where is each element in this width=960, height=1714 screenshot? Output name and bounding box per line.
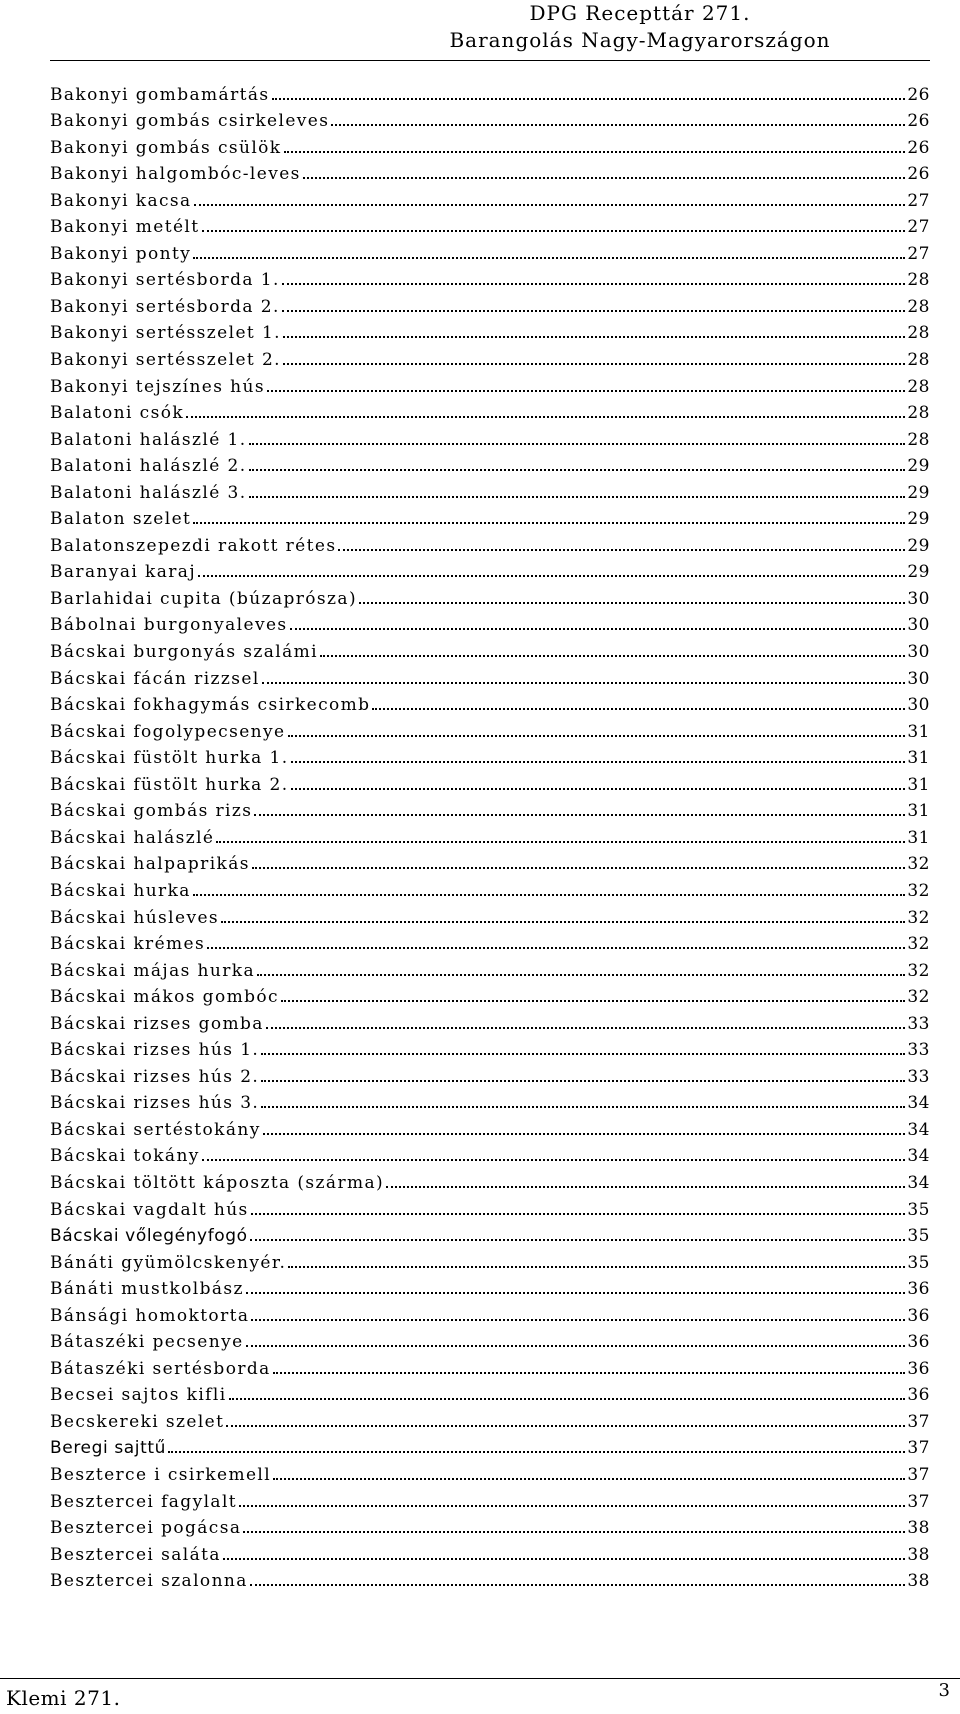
dot-leader: [386, 1185, 905, 1188]
toc-entry[interactable]: [50, 105, 930, 132]
toc-entry-title: Baranyai karaj: [50, 562, 196, 583]
toc-entry-page: 29: [907, 535, 930, 556]
dot-leader: [186, 415, 905, 418]
dot-leader: [246, 1344, 906, 1347]
toc-entry-page: 28: [907, 270, 930, 291]
dot-leader: [249, 468, 906, 471]
toc-entry-title: Bácskai töltött káposzta (szárma): [50, 1172, 385, 1193]
toc-entry-page: 34: [907, 1093, 930, 1114]
dot-leader: [284, 150, 906, 153]
toc-entry[interactable]: [50, 582, 930, 609]
header-title: DPG Recepttár 271.: [529, 1, 751, 25]
toc-entry[interactable]: [50, 1034, 930, 1061]
toc-entry[interactable]: [50, 901, 930, 928]
toc-entry-title: Bácskai burgonyás szalámi: [50, 642, 318, 663]
dot-leader: [249, 495, 906, 498]
toc-entry-title: Bácskai májas hurka: [50, 960, 256, 981]
toc-entry[interactable]: [50, 423, 930, 450]
toc-entry-page: 31: [907, 774, 930, 795]
toc-entry[interactable]: [50, 1432, 930, 1459]
toc-entry[interactable]: [50, 1512, 930, 1539]
toc-entry[interactable]: [50, 1485, 930, 1512]
toc-entry-title: Bácskai halászlé: [50, 827, 215, 848]
dot-leader: [246, 1291, 905, 1294]
toc-entry-page: 28: [907, 323, 930, 344]
dot-leader: [283, 335, 905, 338]
toc-entry-page: 32: [907, 934, 930, 955]
toc-entry[interactable]: [50, 1193, 930, 1220]
toc-entry-title: Bácskai tokány: [50, 1146, 200, 1167]
toc-entry[interactable]: [50, 1246, 930, 1273]
toc-entry-page: 27: [907, 217, 930, 238]
toc-entry[interactable]: [50, 689, 930, 716]
toc-entry-page: 36: [907, 1305, 930, 1326]
toc-entry[interactable]: [50, 211, 930, 238]
toc-entry-title: Bácskai fácán rizzsel: [50, 668, 260, 689]
toc-entry-title: Bácskai hurka: [50, 880, 191, 901]
toc-entry[interactable]: [50, 1299, 930, 1326]
toc-entry-page: 29: [907, 562, 930, 583]
dot-leader: [261, 1079, 905, 1082]
toc-entry[interactable]: [50, 1087, 930, 1114]
toc-entry-page: 29: [907, 456, 930, 477]
toc-entry-page: 31: [907, 827, 930, 848]
dot-leader: [282, 309, 906, 312]
toc-entry[interactable]: [50, 928, 930, 955]
dot-leader: [320, 654, 905, 657]
toc-entry-page: 28: [907, 403, 930, 424]
toc-entry-page: 33: [907, 1040, 930, 1061]
toc-entry-title: Bakonyi tejszínes hús: [50, 376, 265, 397]
toc-entry[interactable]: [50, 1220, 930, 1247]
toc-entry-title: Balaton szelet: [50, 509, 192, 530]
toc-entry-page: 28: [907, 296, 930, 317]
toc-entry-title: Bácskai vagdalt hús: [50, 1199, 249, 1220]
toc-entry[interactable]: [50, 1326, 930, 1353]
dot-leader: [251, 1318, 905, 1321]
toc-entry-page: 34: [907, 1172, 930, 1193]
dot-leader: [372, 707, 905, 710]
toc-entry[interactable]: [50, 1007, 930, 1034]
toc-entry[interactable]: [50, 184, 930, 211]
toc-entry-title: Bakonyi sertésborda 1.: [50, 270, 280, 291]
dot-leader: [290, 627, 906, 630]
toc-entry[interactable]: [50, 1458, 930, 1485]
toc-entry[interactable]: [50, 768, 930, 795]
toc-entry-page: 37: [907, 1438, 930, 1459]
toc-entry-title: Bánsági homoktorta: [50, 1305, 250, 1326]
dot-leader: [251, 1212, 906, 1215]
dot-leader: [273, 1477, 905, 1480]
toc-entry-page: 30: [907, 695, 930, 716]
toc-entry-title: Bácskai halpaprikás: [50, 854, 250, 875]
toc-entry-page: 30: [907, 668, 930, 689]
toc-entry-page: 38: [907, 1571, 930, 1592]
toc-entry-title: Bácskai fogolypecsenye: [50, 721, 286, 742]
toc-entry-title: Bakonyi sertésszelet 2.: [50, 350, 281, 371]
toc-entry[interactable]: [50, 476, 930, 503]
dot-leader: [226, 1424, 905, 1427]
toc-entry-page: 36: [907, 1279, 930, 1300]
toc-entry[interactable]: [50, 237, 930, 264]
dot-leader: [207, 946, 905, 949]
toc-entry-title: Bakonyi gombamártás: [50, 84, 270, 105]
toc-entry-title: Bácskai rizses hús 2.: [50, 1066, 260, 1087]
toc-entry-title: Balatonszepezdi rakott rétes: [50, 535, 337, 556]
toc-entry-page: 31: [907, 721, 930, 742]
toc-entry[interactable]: [50, 848, 930, 875]
toc-entry-page: 32: [907, 907, 930, 928]
toc-entry-title: Bácskai füstölt hurka 1.: [50, 748, 289, 769]
dot-leader: [338, 548, 905, 551]
dot-leader: [223, 1557, 905, 1560]
dot-leader: [267, 389, 905, 392]
toc-entry-title: Besztercei pogácsa: [50, 1518, 242, 1539]
toc-entry-title: Bábolnai burgonyaleves: [50, 615, 288, 636]
dot-leader: [239, 1504, 905, 1507]
toc-entry-title: Bakonyi gombás csirkeleves: [50, 111, 330, 132]
dot-leader: [263, 1132, 906, 1135]
dot-leader: [252, 866, 905, 869]
dot-leader: [229, 1397, 906, 1400]
dot-leader: [288, 1265, 905, 1268]
toc-entry-page: 27: [907, 190, 930, 211]
toc-entry-page: 31: [907, 748, 930, 769]
dot-leader: [254, 813, 905, 816]
toc-entry-page: 26: [907, 84, 930, 105]
toc-entry-title: Bácskai gombás rizs: [50, 801, 253, 822]
toc-entry[interactable]: [50, 1140, 930, 1167]
toc-entry-title: Bakonyi gombás csülök: [50, 137, 282, 158]
toc-entry-title: Beszterce i csirkemell: [50, 1464, 272, 1485]
toc-entry[interactable]: [50, 556, 930, 583]
toc-entry-page: 38: [907, 1544, 930, 1565]
toc-entry[interactable]: [50, 662, 930, 689]
toc-entry-title: Balatoni halászlé 3.: [50, 482, 247, 503]
toc-entry-title: Bácskai mákos gombóc: [50, 987, 279, 1008]
toc-entry-page: 29: [907, 482, 930, 503]
toc-entry[interactable]: [50, 397, 930, 424]
toc-entry-page: 36: [907, 1385, 930, 1406]
toc-entry[interactable]: [50, 635, 930, 662]
toc-entry-page: 32: [907, 960, 930, 981]
toc-entry[interactable]: [50, 503, 930, 530]
header-divider: [50, 60, 930, 61]
toc-entry[interactable]: [50, 1565, 930, 1592]
toc-entry-title: Becsei sajtos kifli: [50, 1385, 227, 1406]
dot-leader: [273, 1371, 906, 1374]
toc-entry-title: Bakonyi sertésszelet 1.: [50, 323, 281, 344]
toc-entry[interactable]: [50, 609, 930, 636]
header-subtitle: Barangolás Nagy-Magyarországon: [449, 28, 831, 52]
dot-leader: [272, 97, 906, 100]
dot-leader: [303, 176, 906, 179]
toc-entry-title: Beregi sajttű: [50, 1438, 167, 1459]
toc-entry-title: Bakonyi kacsa: [50, 190, 192, 211]
toc-entry[interactable]: [50, 264, 930, 291]
toc-entry[interactable]: [50, 874, 930, 901]
toc-entry[interactable]: [50, 981, 930, 1008]
toc-entry[interactable]: [50, 795, 930, 822]
dot-leader: [262, 681, 906, 684]
toc-entry-page: 27: [907, 243, 930, 264]
toc-entry[interactable]: [50, 1405, 930, 1432]
dot-leader: [202, 229, 906, 232]
toc-entry-page: 37: [907, 1464, 930, 1485]
toc-entry[interactable]: [50, 158, 930, 185]
toc-entry[interactable]: [50, 317, 930, 344]
toc-entry-page: 36: [907, 1358, 930, 1379]
toc-entry-title: Bánáti gyümölcskenyér.: [50, 1252, 287, 1273]
toc-entry-title: Barlahidai cupita (búzaprósza): [50, 588, 357, 609]
toc-entry[interactable]: [50, 1379, 930, 1406]
dot-leader: [243, 1530, 905, 1533]
toc-entry[interactable]: [50, 715, 930, 742]
toc-entry-title: Bácskai krémes: [50, 934, 206, 955]
toc-entry[interactable]: [50, 78, 930, 105]
toc-entry-title: Bácskai vőlegényfogó: [50, 1226, 248, 1247]
toc-entry-title: Bátaszéki pecsenye: [50, 1332, 244, 1353]
dot-leader: [193, 893, 906, 896]
toc-entry[interactable]: [50, 343, 930, 370]
toc-entry-title: Bakonyi sertésborda 2.: [50, 296, 280, 317]
dot-leader: [283, 362, 905, 365]
toc-entry-title: Bakonyi ponty: [50, 243, 192, 264]
dot-leader: [216, 840, 905, 843]
toc-entry-page: 26: [907, 111, 930, 132]
toc-entry-title: Balatoni csók: [50, 403, 185, 424]
toc-entry-page: 34: [907, 1146, 930, 1167]
dot-leader: [291, 760, 906, 763]
toc-entry-title: Balatoni halászlé 2.: [50, 456, 247, 477]
dot-leader: [331, 123, 905, 126]
toc-entry-page: 26: [907, 137, 930, 158]
toc-entry-page: 37: [907, 1411, 930, 1432]
toc-entry[interactable]: [50, 450, 930, 477]
toc-entry-title: Bánáti mustkolbász: [50, 1279, 244, 1300]
toc-entry-title: Bakonyi metélt: [50, 217, 200, 238]
toc-entry[interactable]: [50, 821, 930, 848]
footer-divider: [0, 1678, 960, 1679]
toc-entry-page: 28: [907, 350, 930, 371]
toc-entry-page: 28: [907, 429, 930, 450]
toc-entry-page: 32: [907, 854, 930, 875]
toc-entry-title: Bátaszéki sertésborda: [50, 1358, 271, 1379]
toc-entry[interactable]: [50, 742, 930, 769]
toc-entry[interactable]: [50, 1113, 930, 1140]
toc-entry[interactable]: [50, 1538, 930, 1565]
dot-leader: [261, 1105, 905, 1108]
toc-entry-page: 30: [907, 588, 930, 609]
toc-entry-title: Besztercei saláta: [50, 1544, 221, 1565]
toc-entry[interactable]: [50, 1273, 930, 1300]
dot-leader: [193, 521, 905, 524]
toc-entry-page: 29: [907, 509, 930, 530]
toc-entry[interactable]: [50, 1166, 930, 1193]
toc-entry-page: 31: [907, 801, 930, 822]
toc-entry-title: Bácskai húsleves: [50, 907, 220, 928]
dot-leader: [261, 1052, 905, 1055]
toc-entry-title: Bakonyi halgombóc-leves: [50, 164, 301, 185]
dot-leader: [359, 601, 905, 604]
toc-entry-page: 35: [907, 1226, 930, 1247]
toc-entry-page: 26: [907, 164, 930, 185]
dot-leader: [193, 256, 905, 259]
toc-entry[interactable]: [50, 290, 930, 317]
toc-entry-page: 30: [907, 615, 930, 636]
dot-leader: [257, 973, 905, 976]
toc-entry[interactable]: [50, 954, 930, 981]
dot-leader: [282, 282, 906, 285]
toc-entry-title: Balatoni halászlé 1.: [50, 429, 247, 450]
toc-entry-title: Bácskai rizses hús 3.: [50, 1093, 260, 1114]
dot-leader: [202, 1158, 906, 1161]
toc-entry-page: 30: [907, 642, 930, 663]
dot-leader: [281, 999, 905, 1002]
toc-entry-page: 34: [907, 1119, 930, 1140]
toc-entry-title: Bácskai sertéstokány: [50, 1119, 261, 1140]
toc-entry-title: Becskereki szelet: [50, 1411, 225, 1432]
toc-entry-title: Besztercei szalonna: [50, 1571, 248, 1592]
toc-entry-page: 36: [907, 1332, 930, 1353]
toc-entry-page: 35: [907, 1199, 930, 1220]
dot-leader: [249, 442, 906, 445]
dot-leader: [266, 1026, 906, 1029]
page-number: 3: [938, 1680, 950, 1701]
toc-entry-title: Bácskai fokhagymás csirkecomb: [50, 695, 371, 716]
toc-entry[interactable]: [50, 370, 930, 397]
toc-entry-page: 38: [907, 1518, 930, 1539]
toc-entry-page: 32: [907, 880, 930, 901]
toc-entry-title: Bácskai rizses hús 1.: [50, 1040, 260, 1061]
toc-entry-page: 33: [907, 1013, 930, 1034]
toc-entry-page: 35: [907, 1252, 930, 1273]
toc-entry[interactable]: [50, 131, 930, 158]
footer-label: Klemi 271.: [6, 1686, 121, 1710]
dot-leader: [168, 1450, 905, 1453]
toc-entry-page: 28: [907, 376, 930, 397]
toc-entry-page: 32: [907, 987, 930, 1008]
toc-entry[interactable]: [50, 529, 930, 556]
page-header: [370, 0, 910, 54]
dot-leader: [221, 920, 905, 923]
toc-entry-page: 33: [907, 1066, 930, 1087]
dot-leader: [250, 1238, 906, 1241]
toc-entry[interactable]: [50, 1060, 930, 1087]
toc-entry-page: 37: [907, 1491, 930, 1512]
toc-entry-title: Bácskai rizses gomba: [50, 1013, 264, 1034]
dot-leader: [194, 203, 906, 206]
dot-leader: [291, 787, 906, 790]
dot-leader: [288, 734, 906, 737]
toc-entry-title: Besztercei fagylalt: [50, 1491, 238, 1512]
toc-entry-title: Bácskai füstölt hurka 2.: [50, 774, 289, 795]
dot-leader: [198, 574, 905, 577]
toc-entry[interactable]: [50, 1352, 930, 1379]
table-of-contents: [50, 78, 930, 1591]
dot-leader: [250, 1583, 906, 1586]
